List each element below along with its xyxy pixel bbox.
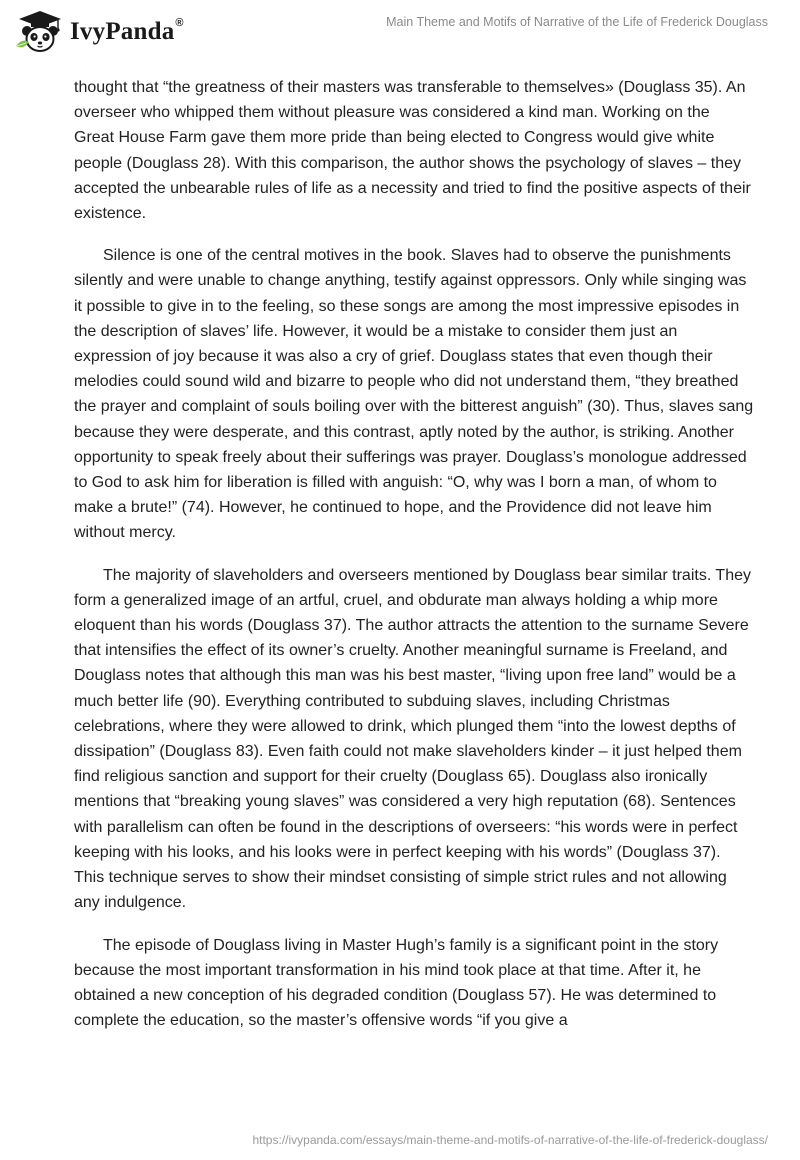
page-header xyxy=(0,0,800,72)
essay-body xyxy=(74,75,754,1050)
registered-mark: ® xyxy=(175,16,184,29)
brand-name xyxy=(70,18,184,46)
brand-name-text: IvyPanda xyxy=(70,18,175,45)
paragraph: Silence is one of the central motives in the book. Slaves had to observe the punishments silently and were unable to change anything, testify against oppressors. Only while singing was it possible to give in to the feeling, so these songs are among the most impressive episodes in the description of slaves’ life. However, it would be a mistake to consider them just an expression of joy because it was also a cry of grief. Douglass states that even though their melodies could sound wild and bizarre to people who did not understand them, “they breathed the prayer and complaint of souls boiling over with the bitterest anguish” (30). Thus, slaves sang because they were desperate, and this contrast, aptly noted by the author, is striking. Another opportunity to speak freely about their sufferings was prayer. Douglass’s monologue addressed to God to ask him for liberation is filled with anguish: “O, why was I born a man, of whom to make a brute!” (74). However, he continued to hope, and the Providence did not leave him without mercy. xyxy=(74,247,754,542)
paragraph: The episode of Douglass living in Master Hugh’s family is a significant point in the story because the most important transformation in his mind took place at that time. After it, he obtained a new conception of his degraded condition (Douglass 57). He was determined to complete the education, so the master’s offensive words “if you give a xyxy=(74,936,719,1030)
running-title: Main Theme and Motifs of Narrative of the Life of Frederick Douglass xyxy=(386,15,768,29)
paragraph: thought that “the greatness of their masters was transferable to themselves» (Douglass 35). An overseer who whipped them without pleasure was considered a kind man. Working on the Great House Farm gave them more pride than being elected to Congress would give white people (Douglass 28). With this comparison, the author shows the psychology of slaves – they accepted the unbearable rules of life as a necessity and tried to find the positive aspects of their existence. xyxy=(74,79,751,223)
source-url[interactable]: https://ivypanda.com/essays/main-theme-and-motifs-of-narrative-of-the-life-of-frederick-douglass/ xyxy=(252,1133,768,1147)
panda-graduation-icon xyxy=(14,8,66,54)
ivypanda-logo[interactable] xyxy=(14,8,184,54)
paragraph: The majority of slaveholders and overseers mentioned by Douglass bear similar traits. They form a generalized image of an artful, cruel, and obdurate man always holding a whip more eloquent than his words (Douglass 37). The author attracts the attention to the surname Severe that intensifies the effect of its owner’s cruelty. Another meaningful surname is Freeland, and Douglass notes that although this man was his best master, “living upon free land” would be a much better life (90). Everything contributed to subduing slaves, including Christmas celebrations, where they were allowed to drink, which plunged them “into the lowest depths of dissipation” (Douglass 83). Even faith could not make slaveholders kinder – it just helped them find religious sanction and support for their cruelty (Douglass 65). Douglass also ironically mentions that “breaking young slaves” was considered a very high reputation (68). Sentences with parallelism can often be found in the descriptions of overseers: “his words were in perfect keeping with his looks, and his looks were in perfect keeping with his words” (Douglass 37). This technique serves to show their mindset consisting of simple strict rules and not allowing any indulgence. xyxy=(74,566,751,912)
